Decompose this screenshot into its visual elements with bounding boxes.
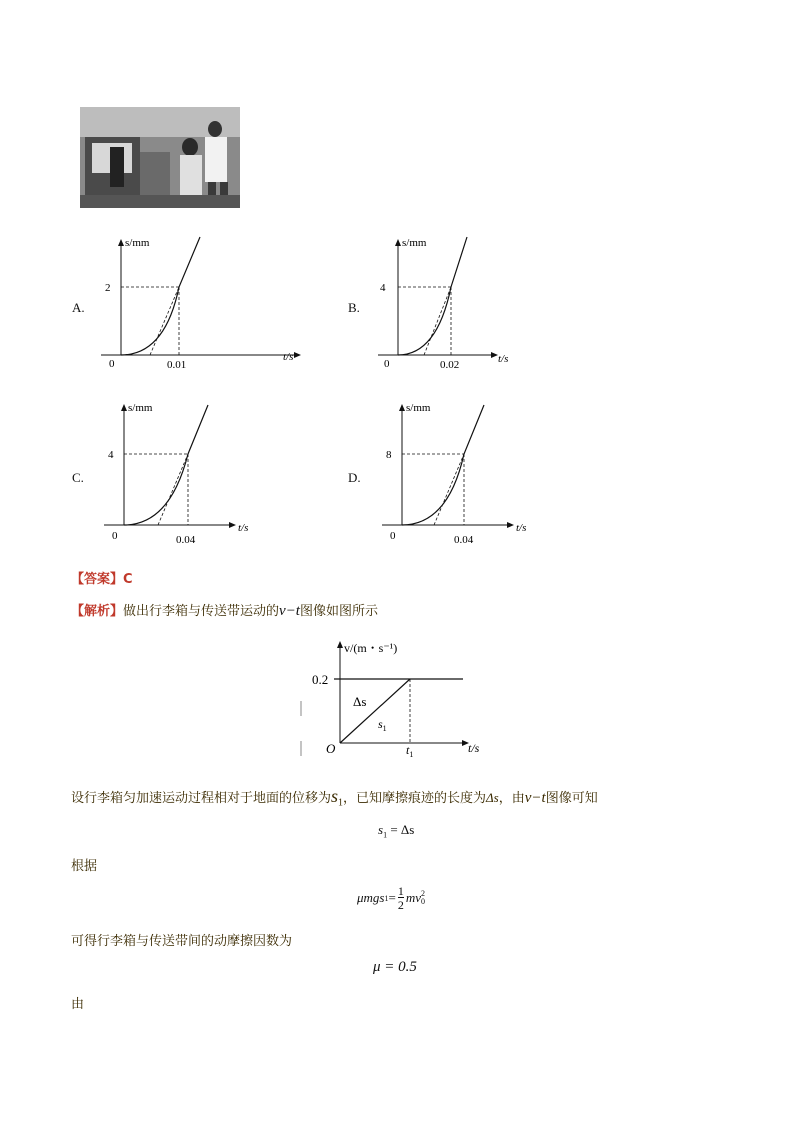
x-axis-label: t/s xyxy=(238,522,249,534)
paragraph-1: 设行李箱匀加速运动过程相对于地面的位移为$s_1$，已知摩擦痕迹的长度为Δs，由v−t图像可知 xyxy=(71,786,598,809)
option-c-label: C. xyxy=(72,470,84,485)
vt-graph xyxy=(298,636,493,762)
answer-value: C xyxy=(123,572,133,587)
s-t-curve xyxy=(124,405,208,525)
origin-label: 0 xyxy=(390,530,396,542)
paragraph-4: 由 xyxy=(71,997,85,1012)
equation-s1-delta-s: $s_1 = \Delta s$ xyxy=(378,822,415,840)
y-tick-label: 8 xyxy=(386,449,392,461)
y-axis-label: s/mm xyxy=(402,237,427,249)
s-t-curve xyxy=(121,237,200,355)
y-axis-label: s/mm xyxy=(128,402,153,414)
analysis-vt: v−t xyxy=(279,603,300,619)
paragraph-2: 根据 xyxy=(71,859,98,874)
x-axis-label: t/s xyxy=(516,522,527,534)
luggage-velocity-line xyxy=(340,679,410,743)
origin-label: 0 xyxy=(109,358,115,370)
s-t-curve xyxy=(402,405,484,525)
s-t-curve xyxy=(398,237,467,355)
t1-label: $t_1$ xyxy=(406,743,414,759)
x-tick-label: 0.04 xyxy=(454,534,474,546)
graph-option-b xyxy=(372,232,587,372)
answer-tag: 【答案】 xyxy=(71,572,124,587)
y-axis-label: s/mm xyxy=(406,402,431,414)
analysis-text: 做出行李箱与传送带运动的 xyxy=(123,604,280,619)
origin-label: 0 xyxy=(384,358,390,370)
y-tick-label: 4 xyxy=(380,282,386,294)
t-axis-label: t/s xyxy=(468,741,480,755)
x-tick-label: 0.01 xyxy=(167,359,187,371)
x-axis-label: t/s xyxy=(498,353,509,365)
x-tick-label: 0.02 xyxy=(440,359,460,371)
x-axis-label: t/s xyxy=(283,351,294,363)
v-tick-label: 0.2 xyxy=(312,672,329,687)
y-tick-label: 2 xyxy=(105,282,111,294)
option-a-label: A. xyxy=(72,300,85,315)
analysis-text-end: 图像如图所示 xyxy=(299,604,378,619)
v-axis-label: v/(m・s⁻¹) xyxy=(344,641,398,655)
y-tick-label: 4 xyxy=(108,449,114,461)
paragraph-3: 可得行李箱与传送带间的动摩擦因数为 xyxy=(71,934,293,949)
origin-label: O xyxy=(326,741,336,756)
graph-option-d xyxy=(378,397,538,549)
equation-energy: μmgs 1 = $\frac{1}{2}$ mv 2 0 xyxy=(357,884,425,912)
tangent-line xyxy=(158,454,188,525)
graph-option-c xyxy=(100,397,260,549)
analysis-line xyxy=(71,600,378,620)
tangent-line xyxy=(150,287,179,355)
x-tick-label: 0.04 xyxy=(176,534,196,546)
option-b-label: B. xyxy=(348,300,360,315)
origin-label: 0 xyxy=(112,530,118,542)
analysis-tag: 【解析】 xyxy=(71,604,124,619)
answer-line xyxy=(71,568,133,587)
airport-scanner-photo xyxy=(80,107,240,208)
tangent-line xyxy=(434,454,464,525)
graph-option-a xyxy=(95,232,310,372)
delta-s-label: Δs xyxy=(353,694,367,709)
s1-label: $s_1$ xyxy=(378,717,387,733)
y-axis-label: s/mm xyxy=(125,237,150,249)
option-d-label: D. xyxy=(348,470,361,485)
tangent-line xyxy=(424,287,451,355)
equation-mu: μ = 0.5 xyxy=(373,959,417,975)
